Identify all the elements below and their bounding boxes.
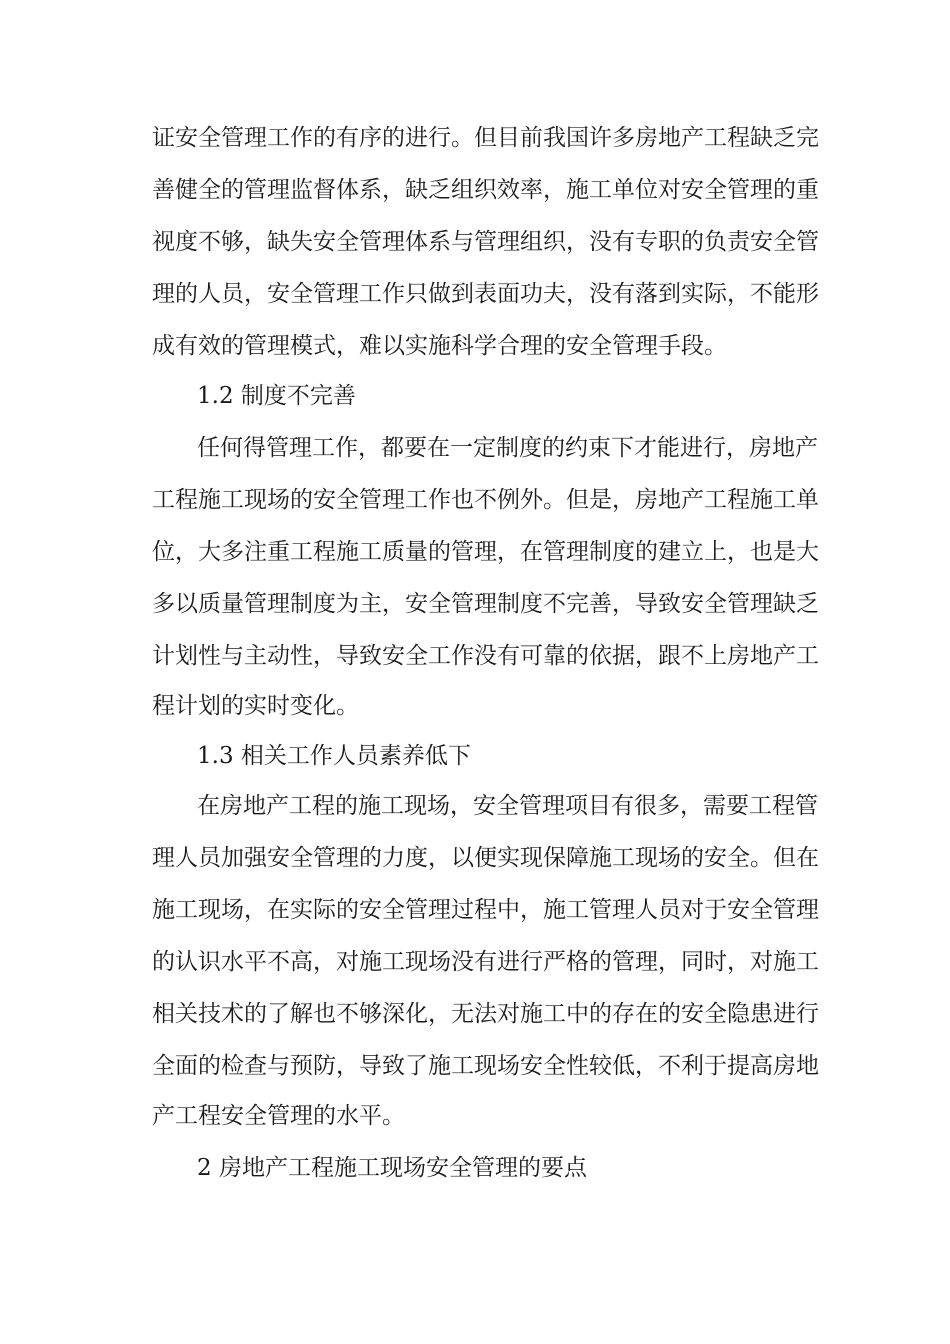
paragraph-line: 证安全管理工作的有序的进行。但目前我国许多房地产工程缺乏完: [152, 125, 819, 151]
paragraph-line: 成有效的管理模式，难以实施科学合理的安全管理手段。: [152, 333, 727, 359]
paragraph-line: 施工现场，在实际的安全管理过程中，施工管理人员对于安全管理: [152, 897, 819, 923]
paragraph-line: 多以质量管理制度为主，安全管理制度不完善，导致安全管理缺乏: [152, 591, 819, 617]
paragraph-line: 位，大多注重工程施工质量的管理，在管理制度的建立上，也是大: [152, 539, 819, 565]
paragraph-line: 任何得管理工作，都要在一定制度的约束下才能进行，房地产: [197, 435, 818, 461]
paragraph-line: 程计划的实时变化。: [152, 693, 359, 719]
section-heading-2: 2 房地产工程施工现场安全管理的要点: [197, 1155, 587, 1181]
paragraph-line: 工程施工现场的安全管理工作也不例外。但是，房地产工程施工单: [152, 487, 819, 513]
paragraph-line: 产工程安全管理的水平。: [152, 1103, 405, 1129]
paragraph-line: 善健全的管理监督体系，缺乏组织效率，施工单位对安全管理的重: [152, 177, 819, 203]
paragraph-line: 计划性与主动性，导致安全工作没有可靠的依据，跟不上房地产工: [152, 643, 819, 669]
paragraph-line: 的认识水平不高，对施工现场没有进行严格的管理，同时，对施工: [152, 949, 819, 975]
paragraph-line: 全面的检查与预防，导致了施工现场安全性较低，不利于提高房地: [152, 1053, 819, 1079]
paragraph-line: 理的人员，安全管理工作只做到表面功夫，没有落到实际，不能形: [152, 281, 819, 307]
paragraph-line: 相关技术的了解也不够深化，无法对施工中的存在的安全隐患进行: [152, 1001, 819, 1027]
paragraph-line: 理人员加强安全管理的力度，以便实现保障施工现场的安全。但在: [152, 845, 819, 871]
section-heading-1-3: 1.3 相关工作人员素养低下: [197, 743, 471, 769]
paragraph-line: 视度不够，缺失安全管理体系与管理组织，没有专职的负责安全管: [152, 229, 819, 255]
paragraph-line: 在房地产工程的施工现场，安全管理项目有很多，需要工程管: [197, 793, 818, 819]
section-heading-1-2: 1.2 制度不完善: [197, 383, 356, 409]
